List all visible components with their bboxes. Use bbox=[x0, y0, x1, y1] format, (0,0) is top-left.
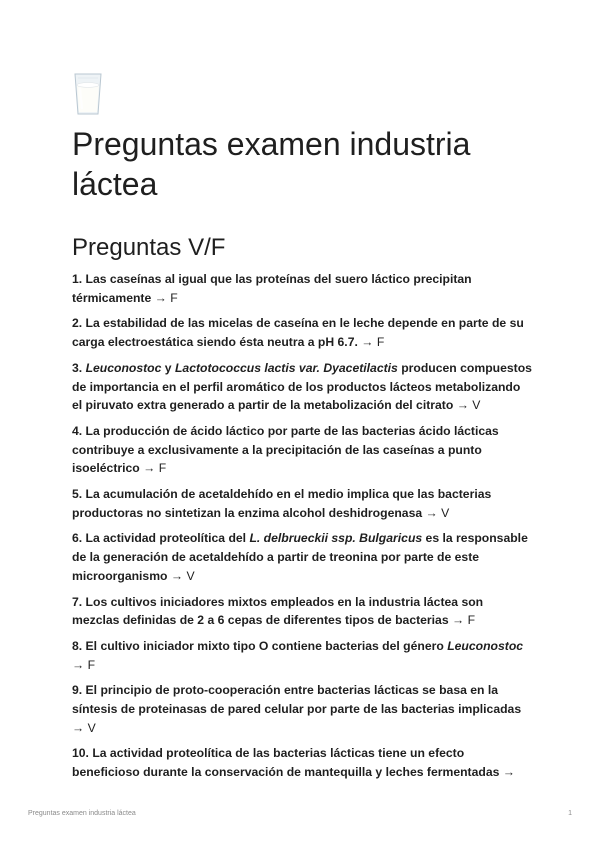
question-text: es la responsable de la generación de acetaldehído a partir de treonina por parte de este microorganismo bbox=[72, 531, 528, 583]
question-item bbox=[72, 314, 532, 351]
section-heading: Preguntas V/F bbox=[72, 234, 226, 261]
question-text: 10. La actividad proteolítica de las bacterias lácticas tiene un efecto beneficioso durante la conservación de mantequilla y leches fermentadas bbox=[72, 746, 500, 780]
question-item bbox=[72, 744, 532, 781]
question-answer: → V bbox=[425, 505, 450, 520]
page-title: Preguntas examen industria láctea bbox=[72, 126, 471, 202]
question-item bbox=[72, 422, 532, 478]
question-answer: → V bbox=[170, 568, 195, 583]
question-list bbox=[72, 270, 532, 782]
question-answer: → V bbox=[72, 720, 96, 735]
question-text: 7. Los cultivos iniciadores mixtos empleados en la industria láctea son mezclas definidas de 2 a 6 cepas de diferentes tipos de bacterias bbox=[72, 594, 484, 628]
question-text: 4. La producción de ácido láctico por parte de las bacterias ácido lácticas contribuye a exclusivamente a la precipitación de las caseínas a punto isoeléctrico bbox=[72, 423, 499, 476]
question-text: y bbox=[161, 360, 175, 375]
question-answer: → V bbox=[456, 398, 481, 413]
question-text: 9. El principio de proto-cooperación entre bacterias lácticas se basa en la síntesis de proteinasas de pared celular por parte de las bacterias implicadas bbox=[72, 683, 522, 717]
question-text: producen compuestos de importancia en el perfil aromático de los productos lácteos metabolizando el piruvato extra generado a partir de la metabolización del citrato bbox=[72, 360, 532, 413]
question-text: 2. La estabilidad de las micelas de caseína en le leche depende en parte de su carga electroestática siendo ésta neutra a pH 6.7. bbox=[72, 316, 524, 350]
question-item bbox=[72, 593, 532, 630]
question-answer: → bbox=[502, 765, 515, 780]
question-answer: → F bbox=[361, 335, 385, 350]
page-footer bbox=[28, 810, 572, 817]
question-text: 3. bbox=[72, 360, 86, 375]
question-italic-text: L. delbrueckii ssp. Bulgaricus bbox=[249, 531, 423, 546]
milk-glass-icon bbox=[72, 72, 104, 116]
question-item bbox=[72, 681, 532, 737]
question-answer: → F bbox=[72, 657, 96, 672]
question-item bbox=[72, 529, 532, 585]
question-answer: → F bbox=[154, 290, 178, 305]
question-answer: → F bbox=[452, 613, 476, 628]
footer-title: Preguntas examen industria láctea bbox=[28, 810, 136, 817]
question-item bbox=[72, 637, 532, 674]
question-italic-text: Leuconostoc bbox=[85, 360, 162, 375]
question-italic-text: Lactotococcus lactis var. Dyacetilactis bbox=[174, 360, 398, 375]
page-number: 1 bbox=[568, 810, 572, 817]
question-text: 5. La acumulación de acetaldehído en el medio implica que las bacterias productoras no sintetizan la enzima alcohol deshidrogenasa bbox=[72, 487, 492, 520]
question-item bbox=[72, 485, 532, 522]
question-text: 8. El cultivo iniciador mixto tipo O contiene bacterias del género bbox=[72, 638, 448, 653]
document-page bbox=[72, 72, 532, 789]
question-item bbox=[72, 359, 532, 415]
question-answer: → F bbox=[143, 461, 167, 476]
question-text: 1. Las caseínas al igual que las proteínas del suero láctico precipitan térmicamente bbox=[72, 272, 472, 305]
question-italic-text: Leuconostoc bbox=[447, 638, 524, 653]
question-text: 6. La actividad proteolítica del bbox=[72, 531, 250, 546]
question-item bbox=[72, 270, 532, 307]
